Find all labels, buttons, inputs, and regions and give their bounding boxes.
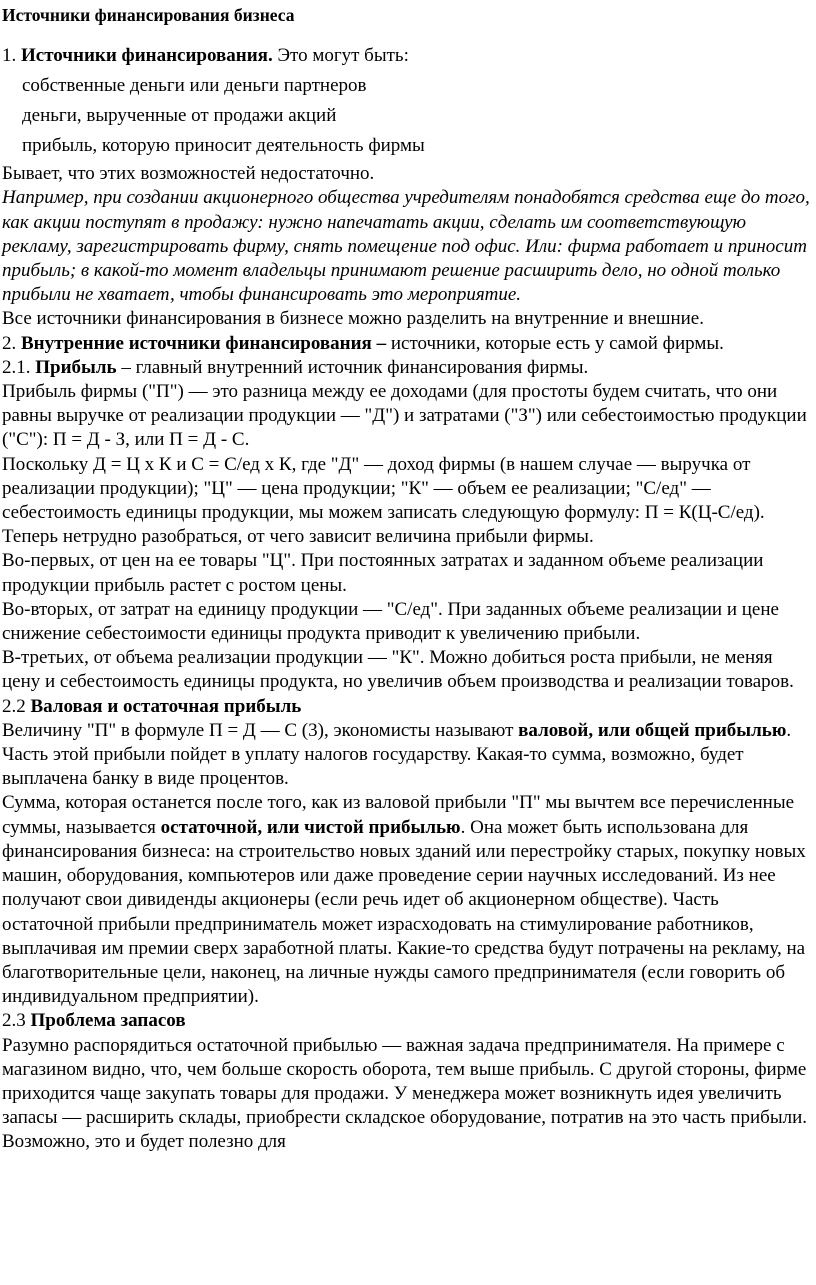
list-item: прибыль, которую приносит деятельность фирмы bbox=[22, 135, 425, 157]
section-number: 2.2 bbox=[2, 695, 31, 717]
paragraph-example: Например, при создании акционерного общества учредителям понадобятся средства еще до того, как акции поступят в продажу: нужно напечатать акции, сделать им соответствующую рекламу, зарегистрировать фирму, снять помещение под офис. Или: фирма работает и приносит прибыль; в какой-то момент владельцы принимают решение расширить дело, но одной только прибыли не хватает, чтобы финансировать это мероприятие. bbox=[2, 187, 810, 306]
paragraph-insufficient: Бывает, что этих возможностей недостаточно. bbox=[2, 163, 375, 185]
section-2-1-heading bbox=[2, 356, 814, 380]
text-run: Сумма, которая останется после того, как из валовой прибыли "П" мы вычтем все перечисленные суммы, называется bbox=[2, 792, 795, 838]
section-number: 2. bbox=[2, 332, 21, 354]
paragraph-stock-problem: Разумно распорядиться остаточной прибылью — важная задача предпринимателя. На примере с магазином видно, что, чем больше скорость оборота, тем выше прибыль. С другой стороны, фирме приходится чаще закупать товары для продажи. У менеджера может возникнуть идея увеличить запасы — расширить склады, приобрести складское оборудование, потратив на это часть прибыли. Возможно, это и будет полезно для bbox=[2, 1034, 807, 1153]
section-number: 2.3 bbox=[2, 1010, 31, 1032]
section-title: Проблема запасов bbox=[30, 1010, 186, 1032]
section-title: Прибыль bbox=[35, 356, 117, 378]
term-gross-profit: валовой, или общей прибылью bbox=[518, 719, 787, 741]
section-intro: – главный внутренний источник финансирования фирмы. bbox=[116, 356, 589, 378]
section-2-heading bbox=[2, 332, 814, 356]
paragraph-division: Все источники финансирования в бизнесе можно разделить на внутренние и внешние. bbox=[2, 308, 704, 330]
document-title: Источники финансирования бизнеса bbox=[2, 5, 295, 25]
text-run: . Часть этой прибыли пойдет в уплату налогов государству. Какая-то сумма, возможно, будет выплачена банку в виде процентов. bbox=[2, 719, 792, 790]
paragraph-formula: Поскольку Д = Ц х К и С = С/ед х К, где "Д" — доход фирмы (в нашем случае — выручка от реализации продукции); "Ц" — цена продукции; "К" — объем ее реализации; "С/ед" — себестоимость единицы продукции, мы можем записать следующую формулу: П = К(Ц-С/ед). bbox=[2, 453, 765, 524]
paragraph-gross-profit bbox=[2, 719, 814, 792]
section-intro: Это могут быть: bbox=[272, 45, 409, 66]
paragraph-depends: Теперь нетрудно разобраться, от чего зависит величина прибыли фирмы. bbox=[2, 526, 594, 548]
section-number: 2.1. bbox=[2, 356, 36, 378]
list-item: собственные деньги или деньги партнеров bbox=[22, 75, 367, 97]
section-number: 1. bbox=[2, 45, 21, 66]
section-1 bbox=[2, 44, 814, 158]
list-item: деньги, вырученные от продажи акций bbox=[22, 105, 337, 127]
paragraph-profit-definition: Прибыль фирмы ("П") — это разница между ее доходами (для простоты будем считать, что они равны выручке от реализации продукции — "Д") и затратами ("З") или себестоимостью продукции ("С"): П = Д - З, или П = Д - С. bbox=[2, 381, 807, 451]
section-title: Валовая и остаточная прибыль bbox=[30, 695, 302, 717]
paragraph-second-factor: Во-вторых, от затрат на единицу продукции — "С/ед". При заданных объеме реализации и цене снижение себестоимости единицы продукта приводит к увеличению прибыли. bbox=[2, 598, 779, 645]
section-2-2-heading bbox=[2, 695, 814, 719]
text-run: Величину "П" в формуле П = Д — С (3), экономисты называют bbox=[2, 719, 519, 741]
section-1-heading bbox=[2, 44, 814, 68]
term-net-profit: остаточной, или чистой прибылью bbox=[160, 816, 461, 838]
text-run: . Она может быть использована для финансирования бизнеса: на строительство новых зданий или перестройку старых, покупку новых машин, оборудования, компьютеров или даже проведение серии научных исследований. Из нее получают свои дивиденды акционеры (если речь идет об акционерном обществе). Часть остаточной прибыли предприниматель может израсходовать на стимулирование работников, выплачивая им премии сверх заработной платы. Какие-то средства будут потрачены на рекламу, на благотворительные цели, наконец, на личные нужды самого предпринимателя (если говорить об индивидуальном предприятии). bbox=[2, 816, 806, 1008]
section-title: Внутренние источники финансирования – bbox=[21, 332, 387, 354]
paragraph-third-factor: В-третьих, от объема реализации продукции — "К". Можно добиться роста прибыли, не меняя цену и себестоимость единицы продукта, но увеличив объем производства и реализации товаров. bbox=[2, 647, 794, 693]
section-intro: источники, которые есть у самой фирмы. bbox=[386, 332, 724, 354]
section-title: Источники финансирования. bbox=[21, 45, 273, 66]
paragraph-first-factor: Во-первых, от цен на ее товары "Ц". При постоянных затратах и заданном объеме реализации продукции прибыль растет с ростом цены. bbox=[2, 550, 764, 596]
section-2-3-heading bbox=[2, 1009, 814, 1033]
paragraph-net-profit bbox=[2, 791, 814, 1009]
